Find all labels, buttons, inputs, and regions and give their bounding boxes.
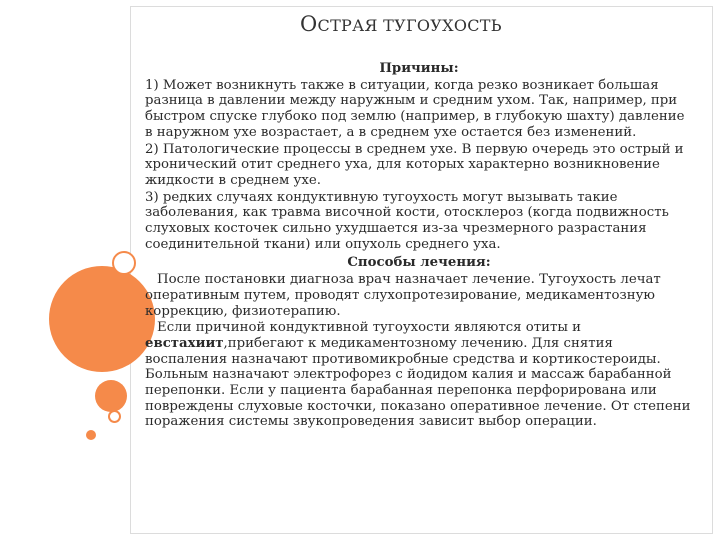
cause-item-1: 1) Может возникнуть также в ситуации, когда резко возникает большая разница в давлении между наружным и средним ухом. Так, например, при быстром спуске глубоко под землю (например, в глубокую шахту) давление в наружном ухе возрастает, а в среднем ухе остается без изменений. [145,77,685,140]
title-initial: О [300,12,318,36]
treatment-p2-start: Если причиной кондуктивной тугоухости являются отиты и [157,320,582,336]
treatment-paragraph-1-text: После постановки диагноза врач назначает лечение. Тугоухость лечат оперативным путем, проводят слухопротезирование, медикаментозную коррекцию, физиотерапию. [145,272,661,319]
causes-heading: Причины: [379,61,459,76]
decor-circle-medium [95,380,127,412]
cause-item-2: 2) Патологические процессы в среднем ухе. В первую очередь это острый и хронический отит среднего уха, для которых характерно возникновение жидкости в среднем ухе. [145,141,684,188]
cause-item-3: 3) редких случаях кондуктивную тугоухость могут вызывать такие заболевания, как травма височной кости, отосклероз (когда подвижность слуховых косточек сильно ухудшается из-за чрезмерного разрастания соединительной ткани) или опухоль среднего уха. [145,189,669,252]
treatment-p2-bold-term: евстахиит [145,335,224,351]
decor-ring-tiny [108,410,121,423]
decor-dot [86,430,96,440]
treatment-heading: Способы лечения: [347,255,491,271]
treatment-paragraph-2 [145,320,693,430]
treatment-paragraph-1 [145,272,693,319]
slide-body [145,61,693,430]
slide-title [300,12,502,36]
decor-circle-large [49,266,155,372]
title-rest: СТРАЯ ТУГОУХОСТЬ [317,16,502,35]
treatment-p2-end: ,прибегают к медикаментозному лечению. Для снятия воспаления назначают противомикробные средства и кортикостероиды. Больным назначают электрофорез с йодидом калия и массаж барабанной перепонки. Если у пациента барабанная перепонка перфорирована или повреждены слуховые косточки, показано оперативное лечение. От степени поражения системы звукопроведения зависит выбор операции. [145,335,691,430]
decor-ring-small [112,251,136,275]
